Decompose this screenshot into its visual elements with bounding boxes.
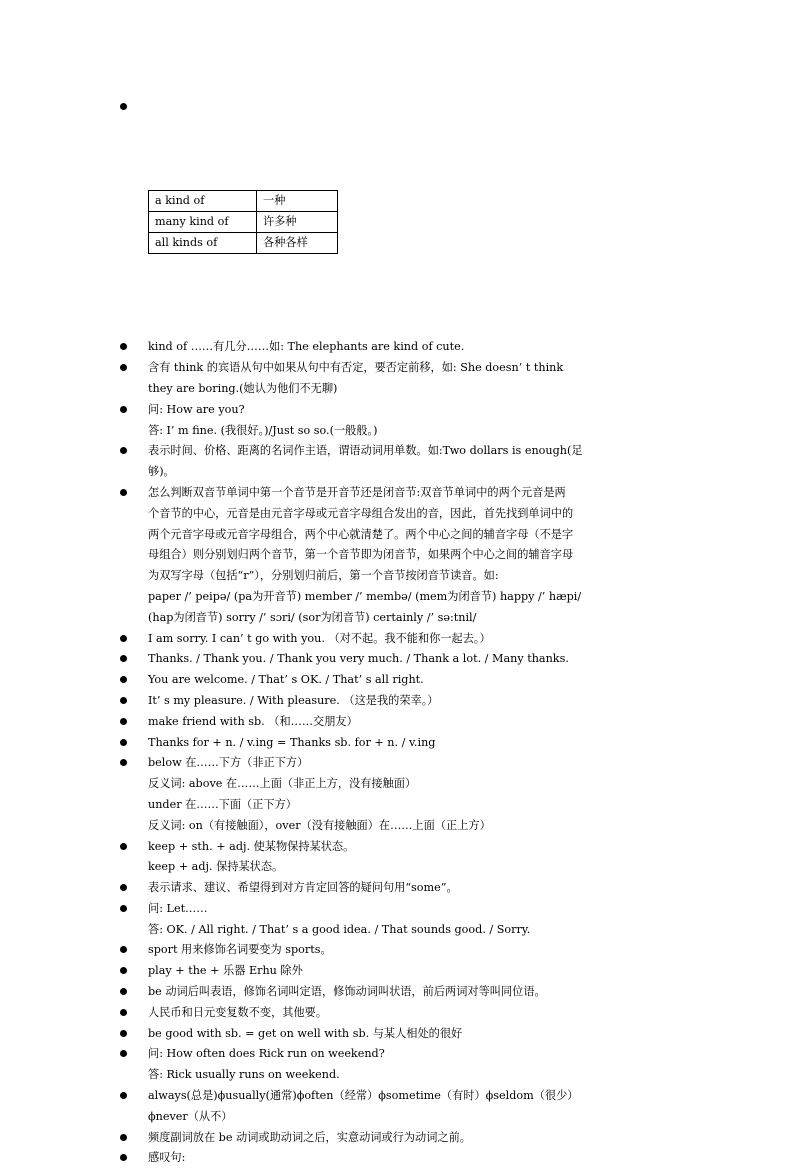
table-cell: a kind of bbox=[149, 191, 257, 212]
item-line: 问: Let…… bbox=[148, 901, 208, 915]
list-item bbox=[118, 878, 678, 899]
item-line: make friend with sb. （和……交朋友） bbox=[148, 714, 358, 728]
list-item bbox=[118, 1128, 678, 1149]
item-line: they are boring.(她认为他们不无聊) bbox=[148, 381, 338, 395]
list-item bbox=[118, 358, 678, 400]
table-row bbox=[149, 233, 338, 254]
list-item bbox=[118, 670, 678, 691]
item-line: 感叹句: bbox=[148, 1151, 186, 1165]
item-line: 含有 think 的宾语从句中如果从句中有否定，要否定前移，如: She doesn’ t think bbox=[148, 361, 564, 375]
item-line: 人民币和日元变复数不变，其他要。 bbox=[148, 1005, 328, 1019]
list-item bbox=[118, 961, 678, 982]
item-line: I am sorry. I can’ t go with you. （对不起。我不能和你一起去。） bbox=[148, 631, 491, 645]
list-item bbox=[118, 1086, 678, 1128]
list-item bbox=[118, 733, 678, 754]
item-line: 反义词: on（有接触面），over（没有接触面）在……上面（正上方） bbox=[148, 818, 491, 832]
list-item bbox=[118, 712, 678, 733]
item-line: sport 用来修饰名词要变为 sports。 bbox=[148, 943, 332, 957]
item-line: paper /’ peipə/ (pa为开音节) member /’ membə/ (mem为闭音节) happy /’ hæpi/ bbox=[148, 589, 582, 603]
list-item bbox=[118, 649, 678, 670]
list-item bbox=[118, 1024, 678, 1045]
list-item-table bbox=[118, 97, 678, 337]
item-line: kind of ……有几分……如: The elephants are kind of cute. bbox=[148, 340, 465, 354]
list-item bbox=[118, 483, 678, 629]
list-item bbox=[118, 1044, 678, 1086]
item-line: Thanks for + n. / v.ing = Thanks sb. for + n. / v.ing bbox=[148, 735, 436, 749]
table-row bbox=[149, 212, 338, 233]
table-cell: all kinds of bbox=[149, 233, 257, 254]
item-line: 答: I’ m fine. (我很好。)/Just so so.(一般般。) bbox=[148, 423, 378, 437]
item-line: 问: How often does Rick run on weekend? bbox=[148, 1047, 385, 1061]
list-item bbox=[118, 337, 678, 358]
list-item bbox=[118, 400, 678, 442]
item-line: 频度副词放在 be 动词或助动词之后，实意动词或行为动词之前。 bbox=[148, 1130, 471, 1144]
item-line: below 在……下方（非正下方） bbox=[148, 756, 309, 770]
item-line: 答: OK. / All right. / That’ s a good idea. / That sounds good. / Sorry. bbox=[148, 922, 531, 936]
table-cell: many kind of bbox=[149, 212, 257, 233]
item-line: 表示请求、建议、希望得到对方肯定回答的疑问句用“some”。 bbox=[148, 881, 458, 895]
kind-of-table bbox=[148, 190, 338, 254]
table-cell: 各种各样 bbox=[257, 233, 338, 254]
item-line: always(总是)ϕusually(通常)ϕoften（经常）ϕsometime（有时）ϕseldom（很少） bbox=[148, 1089, 579, 1103]
item-line: keep + sth. + adj. 使某物保持某状态。 bbox=[148, 839, 355, 853]
item-line: 母组合）则分别划归两个音节，第一个音节即为闭音节，如果两个中心之间的辅音字母 bbox=[148, 548, 574, 562]
list-item bbox=[118, 940, 678, 961]
item-line: 反义词: above 在……上面（非正上方，没有接触面） bbox=[148, 777, 417, 791]
item-line: 两个元音字母或元音字母组合，两个中心就清楚了。两个中心之间的辅音字母（不是字 bbox=[148, 527, 574, 541]
item-line: be 动词后叫表语，修饰名词叫定语，修饰动词叫状语，前后两词对等叫同位语。 bbox=[148, 985, 546, 999]
item-line: It’ s my pleasure. / With pleasure. （这是我的荣幸。） bbox=[148, 693, 439, 707]
item-line: (hap为闭音节) sorry /’ sɔri/ (sor为闭音节) certainly /’ sə:tnil/ bbox=[148, 610, 477, 624]
item-line: 表示时间、价格、距离的名词作主语，谓语动词用单数。如:Two dollars is enough(足 bbox=[148, 444, 583, 458]
list-item bbox=[118, 837, 678, 879]
table-cell: 一种 bbox=[257, 191, 338, 212]
list-item bbox=[118, 1003, 678, 1024]
list-item bbox=[118, 899, 678, 941]
item-line: 问: How are you? bbox=[148, 402, 245, 416]
item-line: 怎么判断双音节单词中第一个音节是开音节还是闭音节:双音节单词中的两个元音是两 bbox=[148, 485, 566, 499]
item-line: under 在……下面（正下方） bbox=[148, 797, 297, 811]
item-line: 为双写字母（包括“r”），分别划归前后，第一个音节按闭音节读音。如: bbox=[148, 569, 499, 583]
item-line: ϕnever（从不） bbox=[148, 1109, 233, 1123]
item-line: be good with sb. = get on well with sb. 与某人相处的很好 bbox=[148, 1026, 463, 1040]
list-item bbox=[118, 982, 678, 1003]
bullet-list bbox=[118, 97, 678, 1169]
item-line: 答: Rick usually runs on weekend. bbox=[148, 1068, 340, 1082]
item-line: 个音节的中心，元音是由元音字母或元音字母组合发出的音，因此，首先找到单词中的 bbox=[148, 506, 574, 520]
item-line: 够)。 bbox=[148, 465, 175, 479]
table-cell: 许多种 bbox=[257, 212, 338, 233]
list-item bbox=[118, 441, 678, 483]
table-row bbox=[149, 191, 338, 212]
item-line: keep + adj. 保持某状态。 bbox=[148, 860, 284, 874]
list-item bbox=[118, 1148, 678, 1169]
item-line: play + the + 乐器 Erhu 除外 bbox=[148, 964, 303, 978]
item-line: You are welcome. / That’ s OK. / That’ s all right. bbox=[148, 673, 424, 687]
list-item bbox=[118, 629, 678, 650]
item-line: Thanks. / Thank you. / Thank you very much. / Thank a lot. / Many thanks. bbox=[148, 652, 569, 666]
list-item bbox=[118, 691, 678, 712]
list-item bbox=[118, 753, 678, 836]
